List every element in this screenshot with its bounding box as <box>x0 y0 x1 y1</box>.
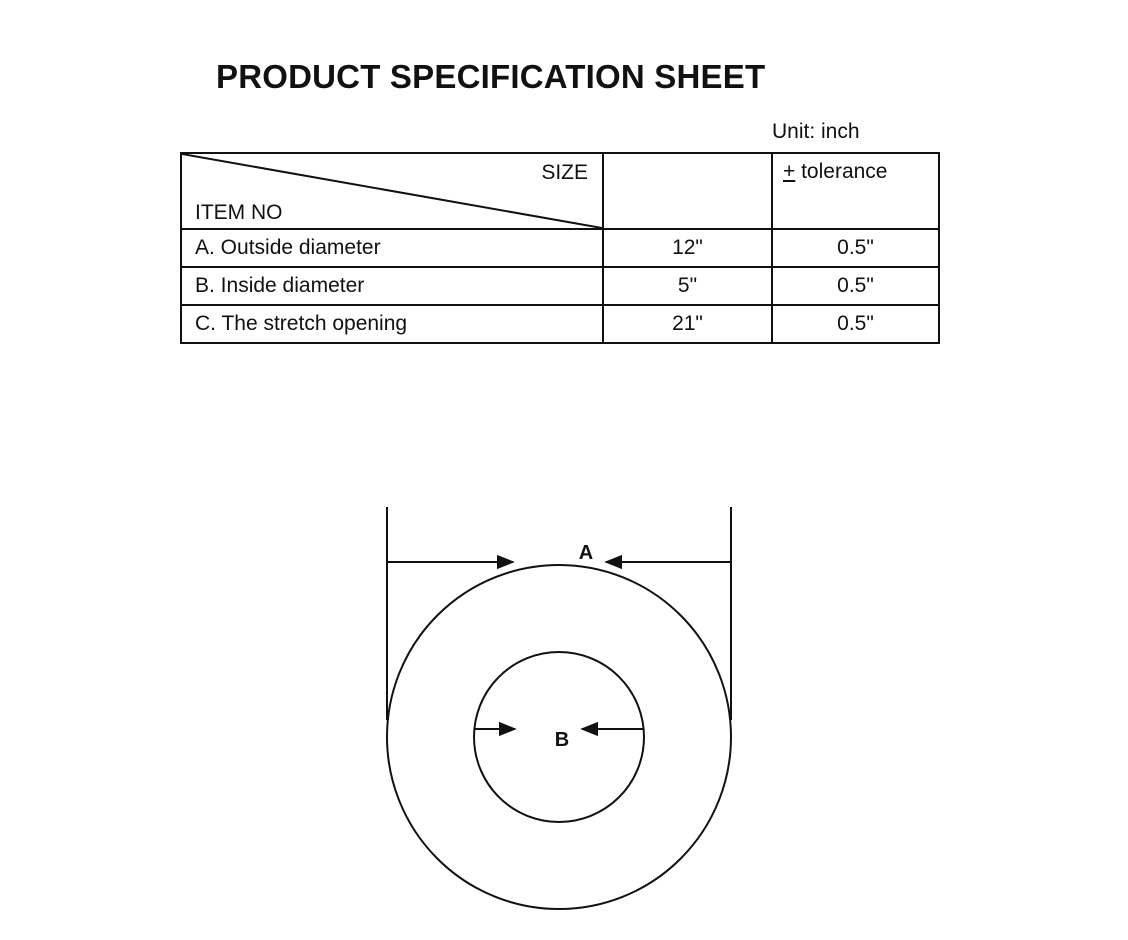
item-no-header-label: ITEM NO <box>195 201 283 224</box>
item-cell: B. Inside diameter <box>181 267 603 305</box>
tolerance-cell: 0.5" <box>772 229 939 267</box>
plus-minus-sign: + <box>783 160 796 183</box>
item-cell: C. The stretch opening <box>181 305 603 343</box>
size-cell: 21" <box>603 305 772 343</box>
size-header-label: SIZE <box>541 161 588 184</box>
tolerance-header-label: tolerance <box>795 160 888 183</box>
item-cell: A. Outside diameter <box>181 229 603 267</box>
inner-diameter-label: B <box>554 729 570 751</box>
size-cell: 12" <box>603 229 772 267</box>
tolerance-cell: 0.5" <box>772 305 939 343</box>
size-cell: 5" <box>603 267 772 305</box>
tolerance-cell: 0.5" <box>772 267 939 305</box>
document-title: PRODUCT SPECIFICATION SHEET <box>216 58 766 95</box>
outer-diameter-label: A <box>578 542 594 564</box>
unit-note: Unit: inch <box>772 120 860 143</box>
